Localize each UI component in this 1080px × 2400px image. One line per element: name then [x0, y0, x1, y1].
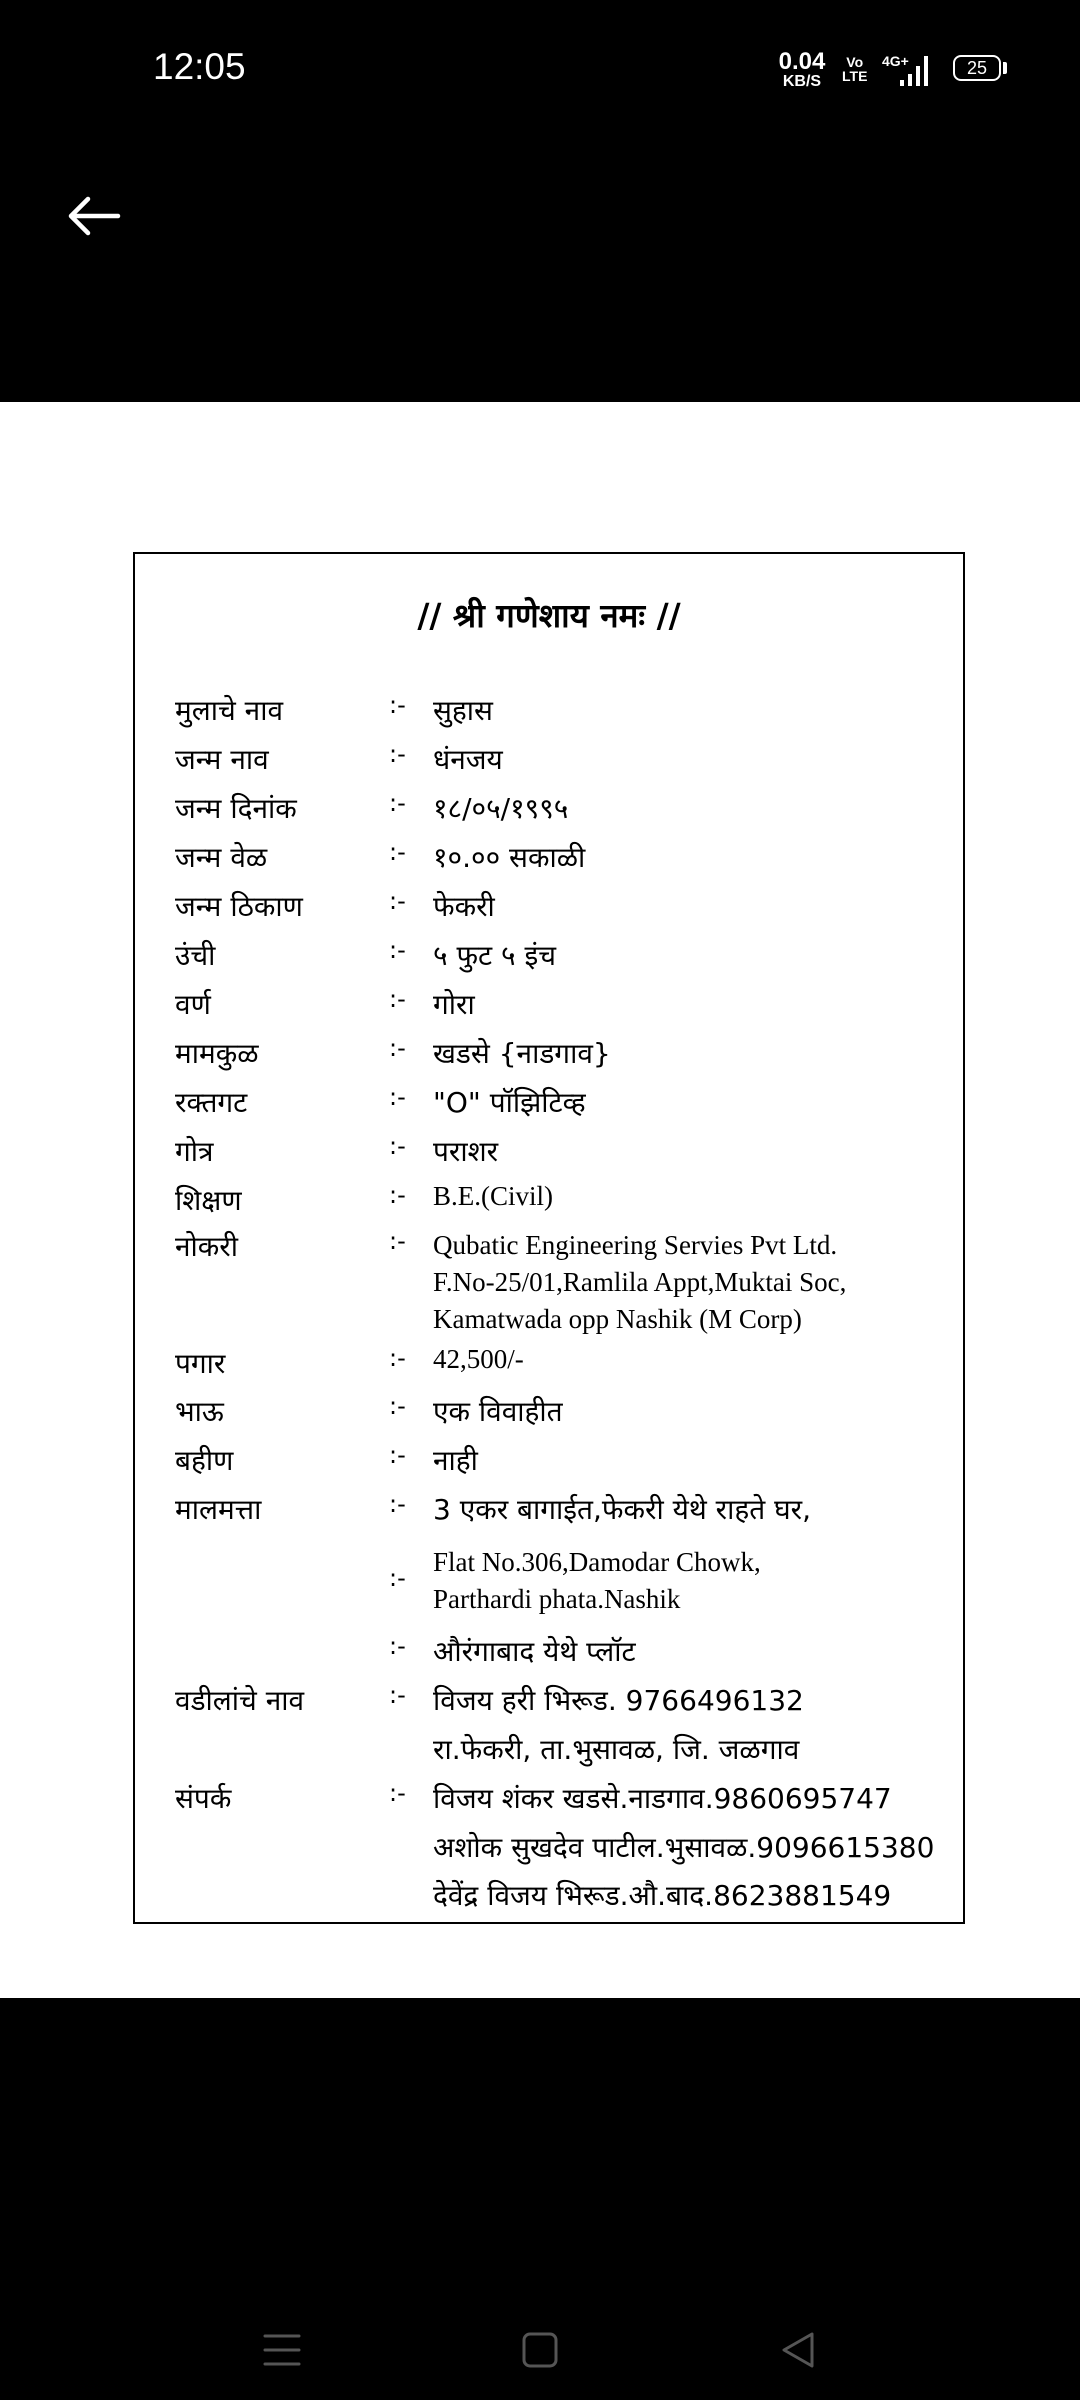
network-speed-unit: KB/S — [782, 73, 822, 90]
row-separator: :- — [389, 1227, 406, 1255]
triangle-back-icon — [778, 2330, 818, 2370]
row-separator: :- — [389, 1181, 406, 1209]
row-label: जन्म नाव — [175, 743, 269, 776]
volte-top-label: Vo — [846, 54, 864, 70]
volte-bottom-label: LTE — [842, 68, 868, 84]
row-value: गोरा — [433, 988, 475, 1021]
row-label: मालमत्ता — [175, 1493, 262, 1526]
row-value: सुहास — [433, 694, 493, 727]
row-label: मुलाचे नाव — [175, 694, 284, 727]
menu-button[interactable] — [262, 2330, 302, 2370]
row-value: ५ फुट ५ इंच — [433, 939, 557, 972]
row-separator: :- — [389, 1441, 406, 1469]
value-line: F.No-25/01,Ramlila Appt,Muktai Soc, — [433, 1267, 847, 1297]
row-separator: :- — [389, 1083, 406, 1111]
row-label: गोत्र — [175, 1135, 214, 1168]
arrow-left-icon — [64, 186, 124, 246]
row-separator: :- — [389, 740, 406, 768]
row-value: "O" पॉझिटिव्ह — [433, 1086, 586, 1119]
row-value: १८/०५/१९९५ — [433, 792, 569, 825]
document-title: // श्री गणेशाय नमः // — [417, 596, 681, 635]
biodata-document — [133, 552, 965, 1924]
row-separator: :- — [389, 985, 406, 1013]
signal-strength-icon — [880, 50, 940, 90]
row-value: अशोक सुखदेव पाटील.भुसावळ.9096615380 — [433, 1831, 935, 1864]
row-separator: :- — [389, 1132, 406, 1160]
row-separator: :- — [389, 1681, 406, 1709]
row-value: एक विवाहीत — [433, 1395, 563, 1428]
value-line: Kamatwada opp Nashik (M Corp) — [433, 1304, 802, 1334]
row-value: रा.फेकरी, ता.भुसावळ, जि. जळगाव — [433, 1733, 800, 1766]
row-value — [433, 1227, 846, 1338]
square-icon — [520, 2330, 560, 2370]
row-label: उंची — [175, 939, 216, 972]
row-value: देवेंद्र विजय भिरूड.औ.बाद.8623881549 — [433, 1879, 892, 1912]
row-value: 42,500/- — [433, 1344, 524, 1374]
battery-tip — [1003, 62, 1007, 74]
row-label: शिक्षण — [175, 1184, 242, 1217]
row-separator: :- — [389, 887, 406, 915]
row-value — [433, 1544, 761, 1618]
row-value: पराशर — [433, 1135, 499, 1168]
row-separator: :- — [389, 789, 406, 817]
row-separator: :- — [389, 1779, 406, 1807]
row-label: नोकरी — [175, 1230, 239, 1263]
row-separator: :- — [389, 1344, 406, 1372]
back-nav-button[interactable] — [778, 2330, 818, 2370]
back-button[interactable] — [64, 186, 124, 246]
row-label: मामकुळ — [175, 1037, 259, 1070]
row-label: संपर्क — [175, 1782, 232, 1815]
row-label: पगार — [175, 1347, 226, 1380]
row-value: १०.०० सकाळी — [433, 841, 586, 874]
row-value: विजय शंकर खडसे.नाडगाव.9860695747 — [433, 1782, 892, 1815]
row-separator: :- — [389, 1392, 406, 1420]
row-value: विजय हरी भिरूड. 9766496132 — [433, 1684, 804, 1717]
row-value: B.E.(Civil) — [433, 1181, 553, 1211]
row-value: खडसे {नाडगाव} — [433, 1037, 611, 1070]
row-label: बहीण — [175, 1444, 234, 1477]
battery-icon: 25 — [953, 55, 1001, 81]
system-navigation-bar — [0, 2200, 1080, 2400]
row-separator: :- — [389, 1632, 406, 1660]
row-separator: :- — [389, 1564, 406, 1592]
row-label: रक्तगट — [175, 1086, 248, 1119]
row-separator: :- — [389, 838, 406, 866]
network-speed-value: 0.04 — [778, 48, 826, 75]
value-line: Parthardi phata.Nashik — [433, 1584, 681, 1614]
home-button[interactable] — [520, 2330, 560, 2370]
value-line: Flat No.306,Damodar Chowk, — [433, 1547, 761, 1577]
network-type-label: 4G+ — [882, 53, 909, 69]
row-label: जन्म वेळ — [175, 841, 268, 874]
image-viewer[interactable] — [0, 402, 1080, 1998]
row-separator: :- — [389, 1034, 406, 1062]
network-speed — [773, 50, 831, 90]
row-label: वर्ण — [175, 988, 211, 1021]
status-bar — [0, 0, 1080, 140]
status-time: 12:05 — [153, 46, 246, 87]
row-value: औरंगाबाद येथे प्लॉट — [433, 1635, 636, 1668]
row-separator: :- — [389, 936, 406, 964]
row-label: जन्म दिनांक — [175, 792, 297, 825]
row-value: नाही — [433, 1444, 478, 1477]
row-separator: :- — [389, 691, 406, 719]
row-label: वडीलांचे नाव — [175, 1684, 305, 1717]
row-value: 3 एकर बागाईत,फेकरी येथे राहते घर, — [433, 1493, 811, 1526]
row-value: धंनजय — [433, 743, 503, 776]
value-line: Qubatic Engineering Servies Pvt Ltd. — [433, 1230, 838, 1260]
row-label: जन्म ठिकाण — [175, 890, 303, 923]
hamburger-icon — [262, 2330, 302, 2370]
row-label: भाऊ — [175, 1395, 224, 1428]
row-value: फेकरी — [433, 890, 495, 923]
volte-indicator — [842, 55, 867, 83]
row-separator: :- — [389, 1490, 406, 1518]
